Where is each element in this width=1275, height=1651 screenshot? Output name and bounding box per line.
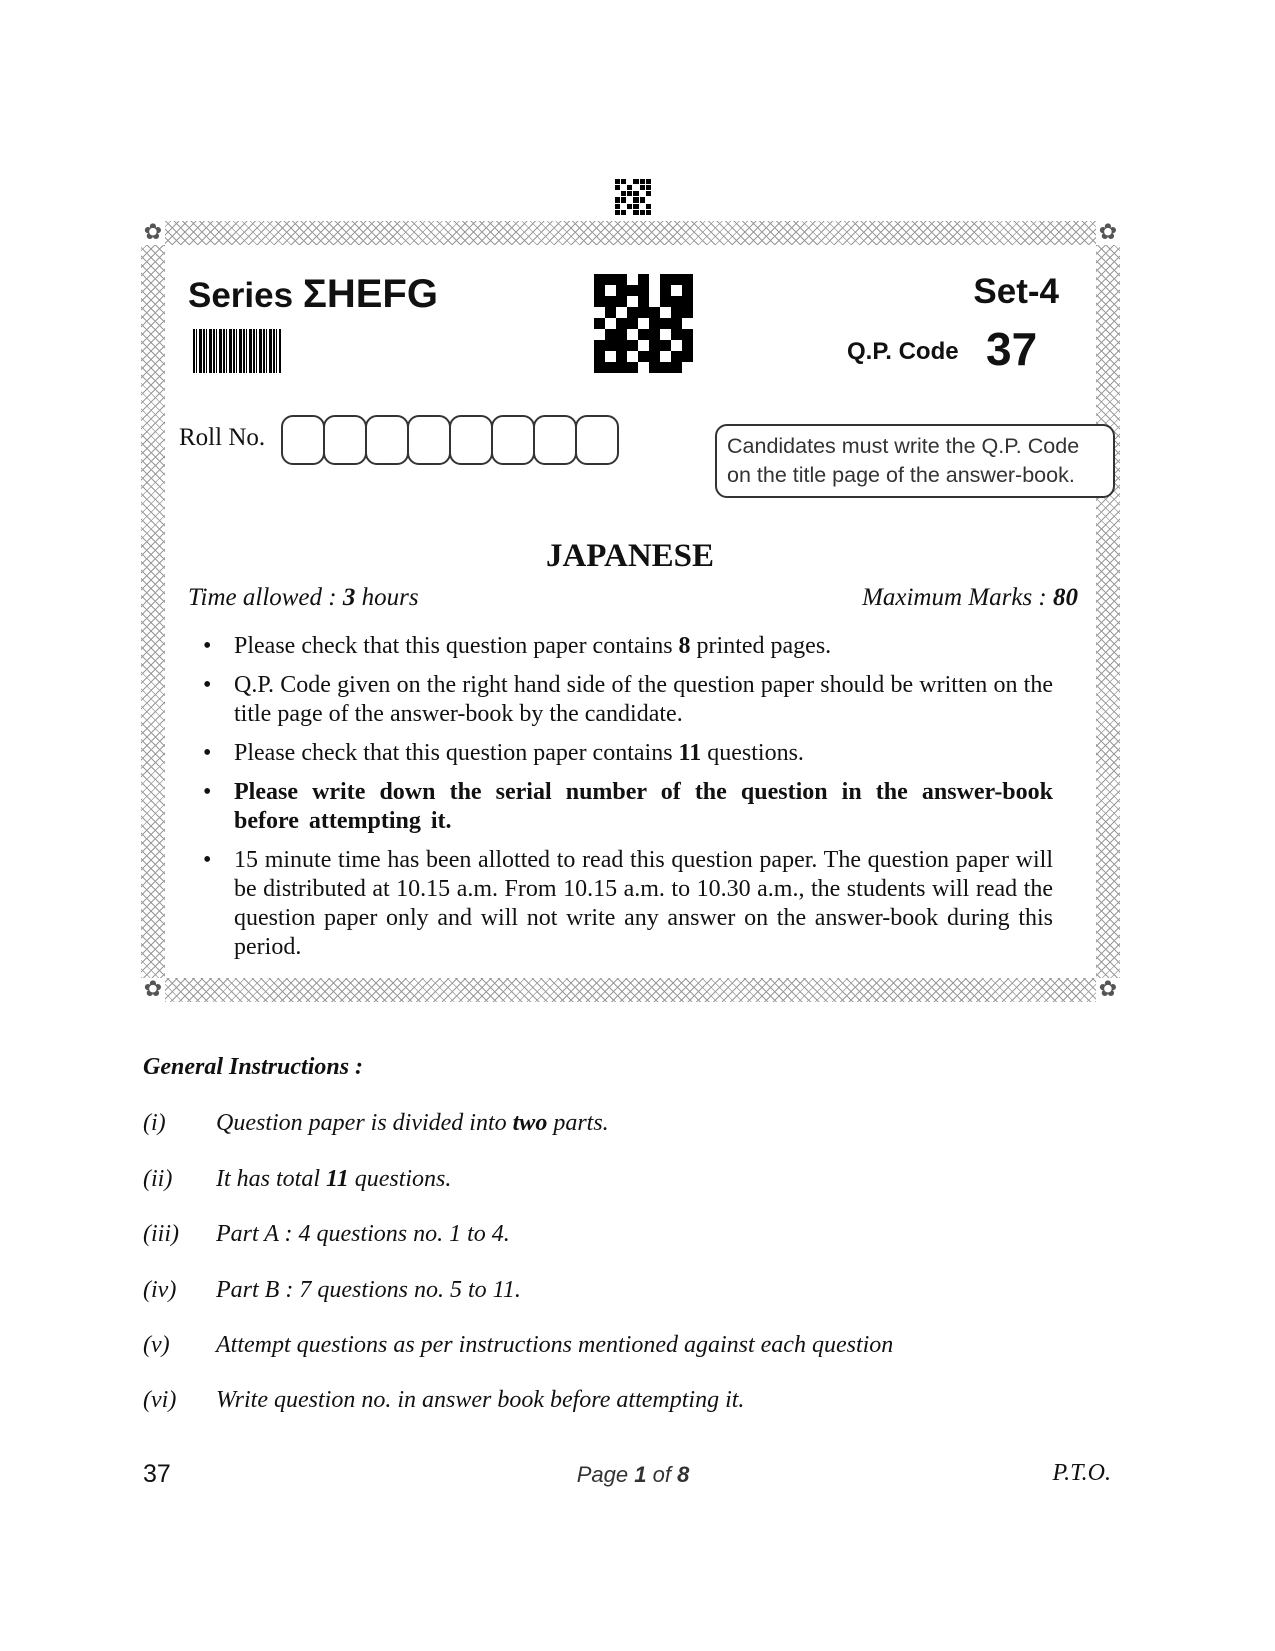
flower-ornament-icon: ✿: [1096, 978, 1120, 1002]
instruction-item: (iii) Part A : 4 questions no. 1 to 4.: [143, 1221, 510, 1247]
time-allowed: Time allowed : 3 hours: [188, 584, 419, 611]
top-qr-code: [615, 179, 651, 215]
bullet-item: • Q.P. Code given on the right hand side of the question paper should be written on the title page of the answer-book by the candidate.: [203, 672, 1053, 727]
flower-ornament-icon: ✿: [141, 221, 165, 245]
qp-code-label: Q.P. Code: [847, 338, 959, 365]
pto-label: P.T.O.: [1052, 1460, 1111, 1486]
set-label: Set-4: [973, 272, 1059, 311]
subject-title: JAPANESE: [545, 538, 715, 574]
footer-qp-code: 37: [143, 1460, 171, 1488]
flower-ornament-icon: ✿: [1096, 221, 1120, 245]
roll-no-box[interactable]: [281, 415, 325, 465]
bullet-item: • 15 minute time has been allotted to read this question paper. The question paper will be distributed at 10.15 a.m. From 10.15 a.m. to 10.30 a.m., the students will read the question paper only and will not write any answer on the answer-book during this period.: [203, 847, 1053, 960]
roll-no-box[interactable]: [449, 415, 493, 465]
qp-code-value: 37: [986, 323, 1038, 375]
instruction-item: (ii) It has total 11 questions.: [143, 1166, 452, 1192]
bullet-item: • Please check that this question paper contains 11 questions.: [203, 740, 804, 766]
bullet-item: • Please write down the serial number of the question in the answer-book before attempting it.: [203, 779, 1053, 834]
qr-code: [594, 274, 693, 373]
roll-no-label: Roll No.: [179, 424, 266, 451]
roll-no-boxes[interactable]: [281, 415, 617, 465]
flower-ornament-icon: ✿: [141, 978, 165, 1002]
maximum-marks: Maximum Marks : 80: [862, 584, 1078, 611]
instruction-bullets: [203, 632, 1053, 972]
instruction-item: (v) Attempt questions as per instructions mentioned against each question: [143, 1332, 894, 1358]
instruction-item: (vi) Write question no. in answer book before attempting it.: [143, 1387, 745, 1413]
general-instructions-heading: General Instructions :: [143, 1054, 364, 1080]
page-number: Page 1 of 8: [576, 1462, 690, 1487]
bullet-item: • Please check that this question paper contains 8 printed pages.: [203, 633, 832, 659]
roll-no-box[interactable]: [365, 415, 409, 465]
roll-no-box[interactable]: [491, 415, 535, 465]
roll-no-box[interactable]: [323, 415, 367, 465]
roll-no-box[interactable]: [407, 415, 451, 465]
roll-no-box[interactable]: [575, 415, 619, 465]
series-label: Series ΣHEFG: [188, 272, 438, 316]
qp-code-notice: Candidates must write the Q.P. Code on the title page of the answer-book.: [715, 424, 1115, 498]
instruction-item: (i) Question paper is divided into two parts.: [143, 1110, 609, 1136]
barcode: [193, 329, 281, 373]
roll-no-box[interactable]: [533, 415, 577, 465]
instruction-item: (iv) Part B : 7 questions no. 5 to 11.: [143, 1277, 521, 1303]
